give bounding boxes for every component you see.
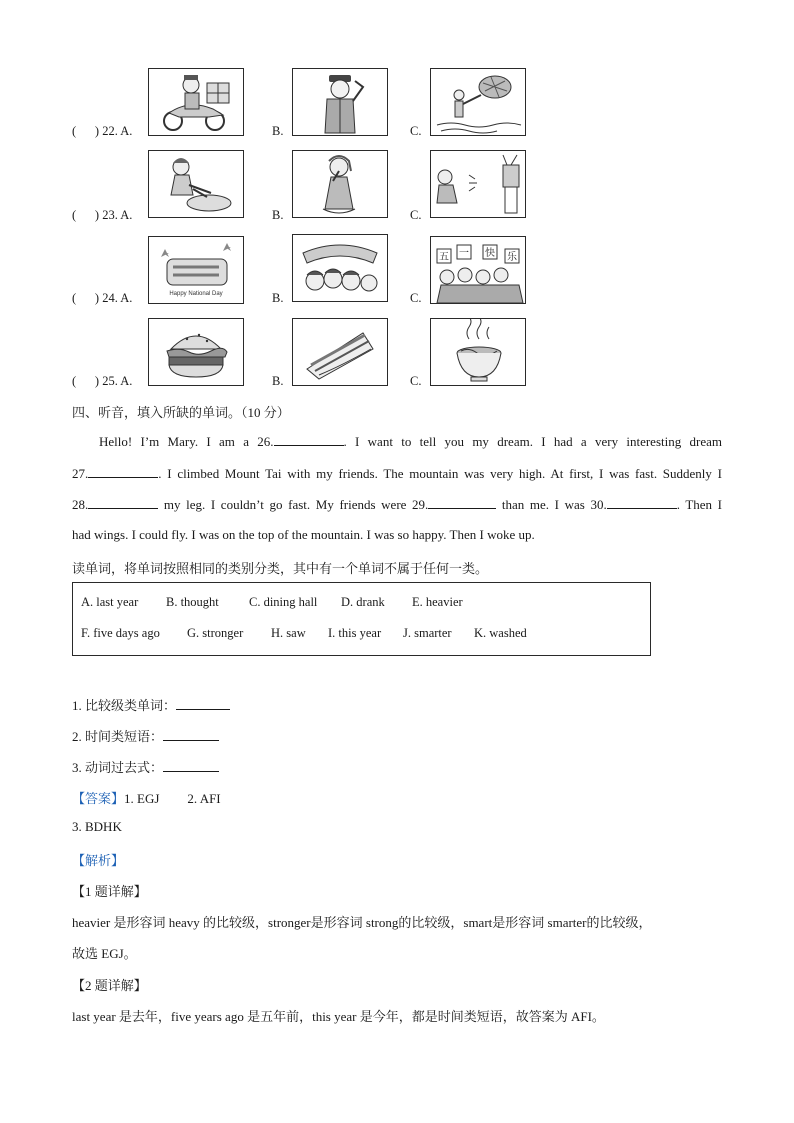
option-c-label: C.: [410, 124, 422, 138]
detail-1-line-2: 故选 EGJ。: [72, 946, 137, 961]
answer-3: 3. BDHK: [72, 819, 122, 834]
word-i: I. this year: [328, 626, 382, 640]
detail-2-line-1: last year 是去年，five years ago 是五年前，this year 是今年，都是时间类短语，故答案为 AFI。: [72, 1009, 605, 1024]
word-g: G. stronger: [187, 626, 244, 640]
passage-line-4: had wings. I could fly. I was on the top of the mountain. I was so happy. Then I woke up.: [72, 527, 535, 542]
prompt-3: [72, 757, 219, 776]
blank-26[interactable]: [274, 433, 344, 446]
prompt-text: 2. 时间类短语：: [72, 729, 164, 744]
option-b-label: B.: [272, 374, 284, 388]
answer-1: 1. EGJ: [124, 791, 160, 806]
word-b: B. thought: [166, 595, 219, 609]
postman-on-scooter-picture: [148, 68, 244, 136]
sandwich-picture: [292, 318, 388, 386]
option-c-label: C.: [410, 208, 422, 222]
option-c-label: C.: [410, 374, 422, 388]
passage-line-1: [72, 433, 722, 450]
sign-text-1: 五: [439, 252, 449, 263]
word-f: F. five days ago: [81, 626, 160, 640]
option-c-label: C.: [410, 291, 422, 305]
sign-text-2: 一: [459, 248, 469, 259]
noodles-bowl-picture: [430, 318, 526, 386]
boy-watching-tv-picture: [430, 150, 526, 218]
word-j: J. smarter: [403, 626, 452, 640]
section-4-title: 四、听音，填入所缺的单词。（10 分）: [72, 405, 290, 420]
passage-text: Hello! I’m Mary. I am a 26.: [99, 434, 274, 449]
passage-text: than me. I was 30.: [496, 497, 607, 512]
passage-text: 27.: [72, 466, 89, 481]
blank-28[interactable]: [88, 496, 158, 509]
word-list-box: [72, 582, 651, 656]
labour-day-crowd-picture: [430, 236, 526, 304]
word-a: A. last year: [81, 595, 139, 609]
option-b-label: B.: [272, 291, 284, 305]
answer-line: [72, 788, 221, 807]
word-c: C. dining hall: [249, 595, 318, 609]
answer-2: 2. AFI: [187, 791, 221, 806]
detail-1-tag: 【1 题详解】: [72, 884, 147, 899]
passage-text: . Then I: [676, 497, 722, 512]
police-officer-saluting-picture: [292, 68, 388, 136]
option-b-label: B.: [272, 208, 284, 222]
hamburger-picture: [148, 318, 244, 386]
passage-line-2: [72, 465, 722, 482]
blank-30[interactable]: [607, 496, 677, 509]
passage-text: . I climbed Mount Tai with my friends. The mountain was very high. At first, I was fast. Suddenly I: [158, 466, 722, 481]
passage-line-3: [72, 496, 722, 513]
boy-fishing-with-net-picture: [430, 68, 526, 136]
answer-blank-2[interactable]: [163, 728, 219, 741]
sign-text-3: 快: [485, 248, 495, 259]
girl-washing-clothes-picture: [148, 150, 244, 218]
word-d: D. drank: [341, 595, 385, 609]
childrens-day-children-picture: [292, 234, 388, 302]
word-h: H. saw: [271, 626, 306, 640]
blank-29[interactable]: [428, 496, 496, 509]
prompt-text: 1. 比较级类单词：: [72, 698, 177, 713]
option-b-label: B.: [272, 124, 284, 138]
answer-blank-3[interactable]: [163, 759, 219, 772]
answer-tag: 【答案】: [72, 791, 125, 806]
passage-text: my leg. I couldn’t go fast. My friends were 29.: [158, 497, 429, 512]
national-day-greeting-picture: [148, 236, 244, 304]
girl-eating-picture: [292, 150, 388, 218]
national-day-banner-text: Happy National Day: [169, 291, 223, 297]
analysis-tag: 【解析】: [72, 853, 125, 868]
question-24-label: ( ) 24. A.: [72, 291, 133, 305]
prompt-2: [72, 726, 219, 745]
question-25-label: ( ) 25. A.: [72, 374, 133, 388]
prompt-text: 3. 动词过去式：: [72, 760, 164, 775]
answer-blank-1[interactable]: [176, 697, 230, 710]
detail-2-tag: 【2 题详解】: [72, 978, 147, 993]
word-k: K. washed: [474, 626, 527, 640]
classify-instruction: 读单词，将单词按照相同的类别分类，其中有一个单词不属于任何一类。: [72, 561, 489, 576]
passage-text: . I want to tell you my dream. I had a very interesting dream: [343, 434, 723, 449]
question-23-label: ( ) 23. A.: [72, 208, 133, 222]
detail-1-line-1: heavier 是形容词 heavy 的比较级，stronger是形容词 strong的比较级，smart是形容词 smarter的比较级，: [72, 915, 652, 930]
sign-text-4: 乐: [507, 252, 517, 263]
prompt-1: [72, 695, 230, 714]
question-22-label: ( ) 22. A.: [72, 124, 133, 138]
blank-27[interactable]: [88, 465, 158, 478]
passage-text: 28.: [72, 497, 89, 512]
word-e: E. heavier: [412, 595, 463, 609]
